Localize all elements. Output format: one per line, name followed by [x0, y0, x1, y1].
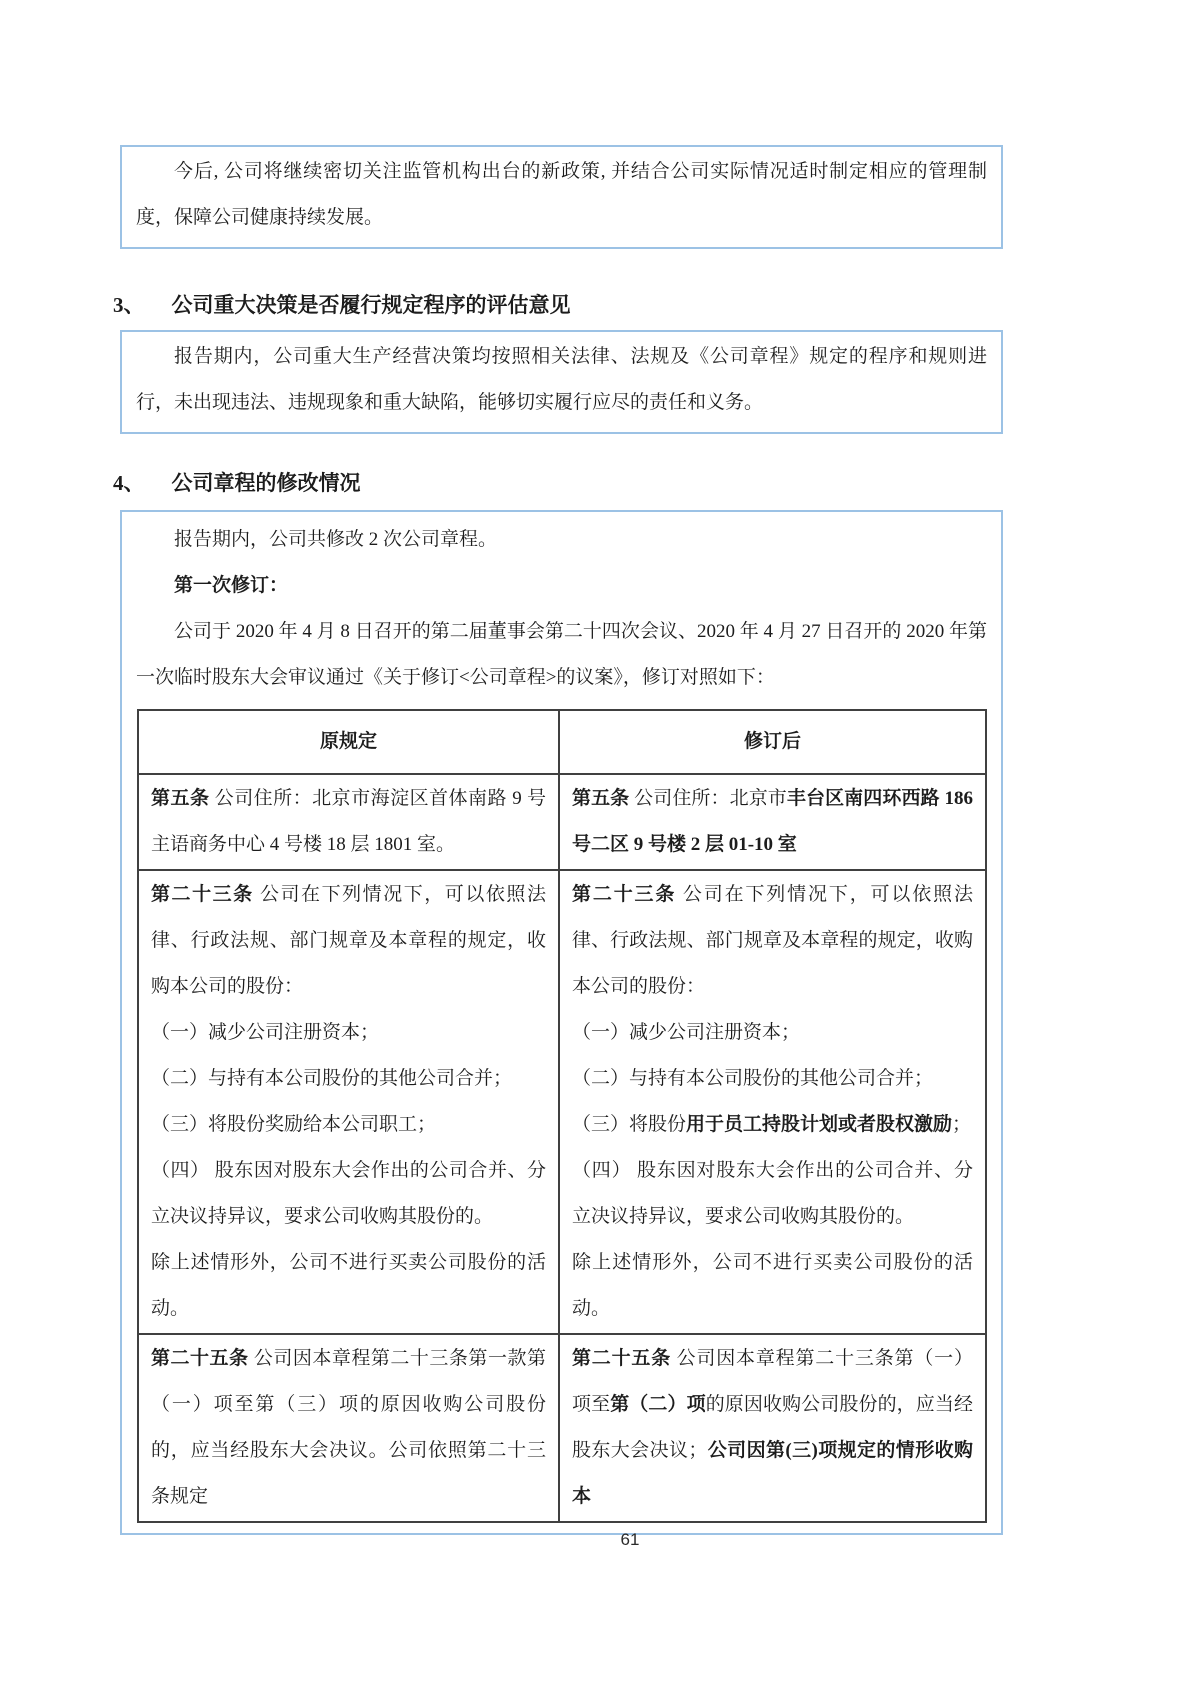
cell-paragraph: （一）减少公司注册资本； — [571, 1022, 800, 1043]
revised-cell-article23 — [559, 870, 986, 1334]
first-revision-label: 第一次修订： — [174, 575, 289, 596]
table-row-article5 — [138, 774, 986, 870]
section3-text-box — [120, 330, 1003, 434]
section3-title: 公司重大决策是否履行规定程序的评估意见 — [171, 293, 571, 317]
table-header-row — [138, 710, 986, 774]
section4-title: 公司章程的修改情况 — [171, 471, 361, 495]
section3-paragraph: 报告期内，公司重大生产经营决策均按照相关法律、法规及《公司章程》规定的程序和规则进行，未出现违法、违规现象和重大缺陷，能够切实履行应尽的责任和义务。 — [136, 346, 987, 413]
column-header-revised: 修订后 — [559, 710, 986, 774]
revised-cell-article25 — [559, 1334, 986, 1522]
cell-paragraph: 第二十五条 公司因本章程第二十三条第一款第（一）项至第（三）项的原因收购公司股份的，应当经股东大会决议。公司依照第二十三条规定 — [151, 1348, 546, 1507]
cell-paragraph: 第五条 公司住所：北京市海淀区首体南路 9 号主语商务中心 4 号楼 18 层 1801 室。 — [151, 788, 546, 855]
cell-paragraph: 第二十三条 公司在下列情况下，可以依照法律、行政法规、部门规章及本章程的规定，收购本公司的股份： — [571, 884, 973, 997]
cell-paragraph: （三）将股份用于员工持股计划或者股权激励； — [571, 1114, 972, 1135]
original-cell-article25 — [138, 1334, 559, 1522]
cell-paragraph: 第五条 公司住所：北京市丰台区南四环西路 186 号二区 9 号楼 2 层 01-10 室 — [571, 788, 973, 855]
section3-number: 3、 — [113, 293, 145, 317]
intro-paragraph: 今后, 公司将继续密切关注监管机构出台的新政策, 并结合公司实际情况适时制定相应的管理制度，保障公司健康持续发展。 — [136, 161, 987, 228]
page-number: 61 — [620, 1530, 640, 1549]
revision-detail-paragraph: 公司于 2020 年 4 月 8 日召开的第二届董事会第二十四次会议、2020 年 4 月 27 日召开的 2020 年第一次临时股东大会审议通过《关于修订<公司章程>的议案》，修订对照如下： — [136, 621, 987, 688]
cell-paragraph: 除上述情形外，公司不进行买卖公司股份的活动。 — [151, 1252, 546, 1319]
cell-paragraph: （三）将股份奖励给本公司职工； — [151, 1114, 437, 1135]
section4-number: 4、 — [113, 471, 145, 495]
section4-heading — [113, 470, 361, 496]
revision-count-paragraph: 报告期内，公司共修改 2 次公司章程。 — [174, 529, 498, 550]
original-cell-article5 — [138, 774, 559, 870]
cell-paragraph: （四） 股东因对股东大会作出的公司合并、分立决议持异议，要求公司收购其股份的。 — [571, 1160, 973, 1227]
cell-paragraph: 第二十三条 公司在下列情况下，可以依照法律、行政法规、部门规章及本章程的规定，收购本公司的股份： — [151, 884, 546, 997]
charter-comparison-table — [137, 709, 987, 1523]
cell-paragraph: （二）与持有本公司股份的其他公司合并； — [571, 1068, 933, 1089]
table-row-article23 — [138, 870, 986, 1334]
cell-paragraph: （一）减少公司注册资本； — [151, 1022, 380, 1043]
revised-cell-article5 — [559, 774, 986, 870]
page-footer — [621, 1530, 640, 1550]
original-cell-article23 — [138, 870, 559, 1334]
table-row-article25 — [138, 1334, 986, 1522]
cell-paragraph: 第二十五条 公司因本章程第二十三条第（一）项至第（二）项的原因收购公司股份的，应当经股东大会决议；公司因第(三)项规定的情形收购本 — [571, 1348, 973, 1507]
section3-heading — [113, 292, 571, 318]
section4-text-box — [120, 510, 1003, 1535]
column-header-original: 原规定 — [138, 710, 559, 774]
cell-paragraph: （二）与持有本公司股份的其他公司合并； — [151, 1068, 513, 1089]
intro-text-box — [120, 145, 1003, 249]
cell-paragraph: 除上述情形外，公司不进行买卖公司股份的活动。 — [571, 1252, 973, 1319]
cell-paragraph: （四） 股东因对股东大会作出的公司合并、分立决议持异议，要求公司收购其股份的。 — [151, 1160, 546, 1227]
